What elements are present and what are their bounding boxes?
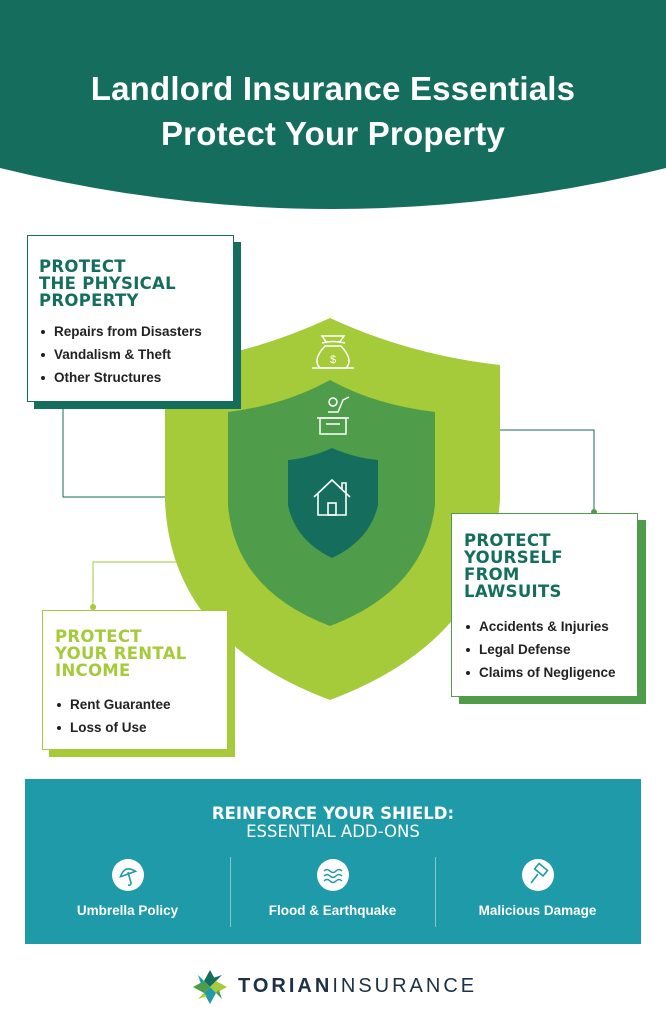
card-rental-income bbox=[42, 610, 228, 750]
addon-flood-earthquake bbox=[230, 859, 435, 918]
addons-subtitle: ESSENTIAL ADD-ONS bbox=[246, 822, 420, 841]
list-item: Legal Defense bbox=[464, 638, 637, 661]
list-item: Repairs from Disasters bbox=[39, 320, 233, 343]
card-income-title: PROTECT YOUR RENTAL INCOME bbox=[55, 627, 187, 680]
list-item: Rent Guarantee bbox=[55, 693, 227, 716]
card-physical-property bbox=[27, 235, 234, 402]
addon-label: Umbrella Policy bbox=[76, 903, 179, 918]
logo-wordmark: TORIANINSURANCE bbox=[238, 975, 478, 997]
logo-mark-icon bbox=[190, 967, 230, 1007]
page-title-line2: Protect Your Property bbox=[160, 115, 506, 152]
list-item: Other Structures bbox=[39, 366, 233, 389]
list-item: Loss of Use bbox=[55, 716, 227, 739]
umbrella-icon bbox=[112, 859, 144, 891]
card-protect-lawsuits bbox=[451, 513, 638, 697]
card-physical-title: PROTECT THE PHYSICAL PROPERTY bbox=[39, 257, 176, 310]
card-lawsuits-title: PROTECT YOURSELF FROM LAWSUITS bbox=[464, 531, 563, 601]
addon-label: Flood & Earthquake bbox=[268, 903, 397, 918]
list-item: Accidents & Injuries bbox=[464, 615, 637, 638]
list-item: Claims of Negligence bbox=[464, 661, 637, 684]
svg-text:$: $ bbox=[329, 354, 337, 366]
addon-umbrella-policy bbox=[25, 859, 230, 918]
waves-icon bbox=[317, 859, 349, 891]
list-item: Vandalism & Theft bbox=[39, 343, 233, 366]
torian-insurance-logo bbox=[190, 967, 480, 1007]
addon-malicious-damage bbox=[435, 859, 640, 918]
addons-banner bbox=[25, 779, 641, 944]
page-title-line1: Landlord Insurance Essentials bbox=[90, 70, 576, 107]
hammer-icon bbox=[522, 859, 554, 891]
addons-title: REINFORCE YOUR SHIELD: bbox=[211, 804, 455, 823]
addon-label: Malicious Damage bbox=[478, 903, 597, 918]
